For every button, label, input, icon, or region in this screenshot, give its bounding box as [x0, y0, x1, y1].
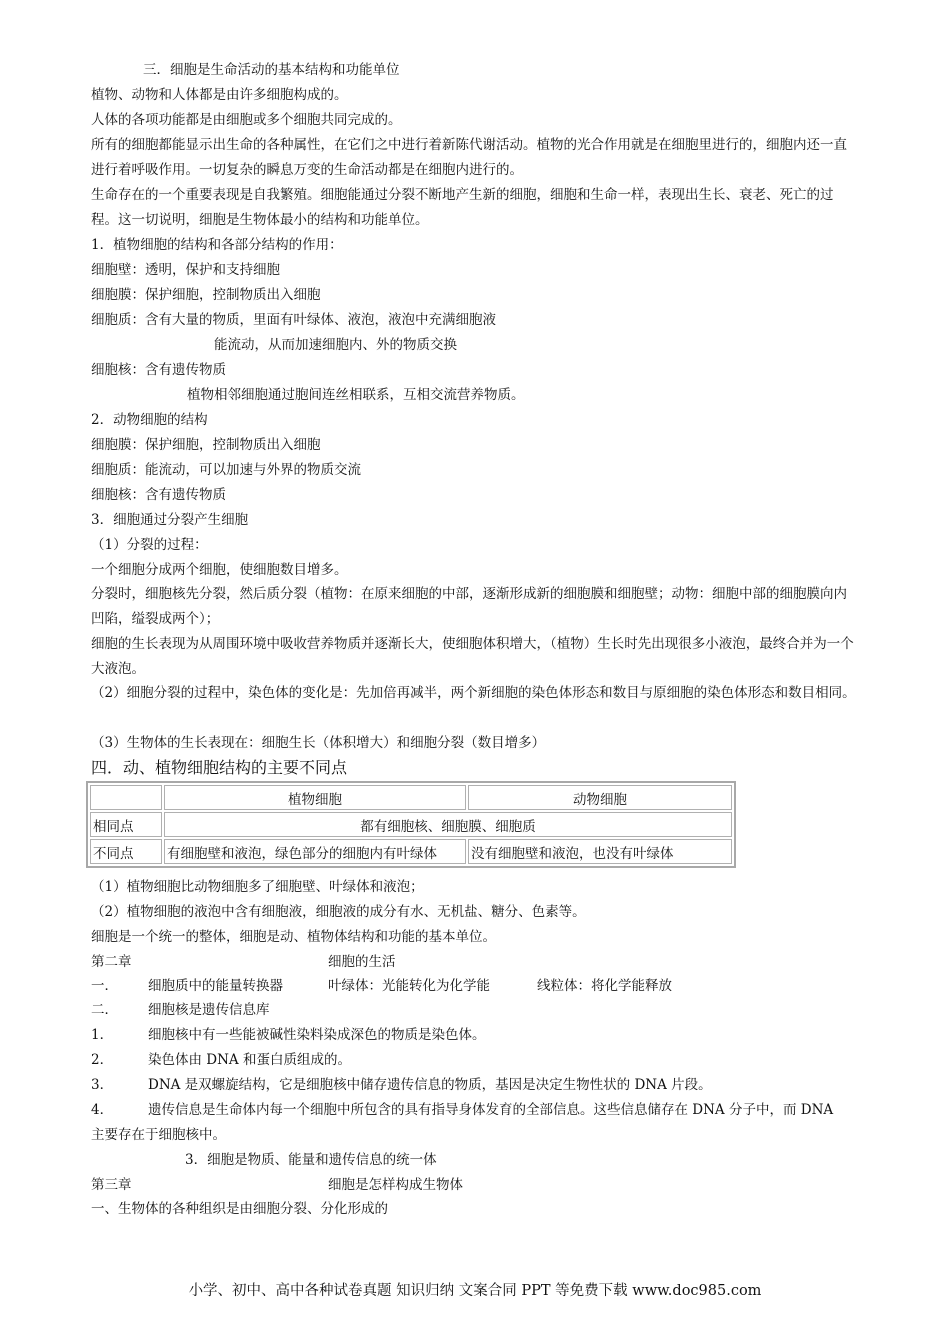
list-item: 细胞核中有一些能被碱性染料染成深色的物质是染色体。	[148, 1027, 486, 1043]
chapter-2-title: 细胞的生活	[328, 954, 396, 970]
list-item: 遗传信息是生命体内每一个细胞中所包含的具有指导身体发育的全部信息。这些信息储存在 DNA 分子中，而 DNA	[148, 1102, 834, 1118]
animal-cytoplasm: 细胞质：能流动，可以加速与外界的物质交流	[91, 462, 361, 478]
division-item-2: （2）细胞分裂的过程中，染色体的变化是：先加倍再减半，两个新细胞的染色体形态和数目与原细胞的染色体形态和数目相同。	[91, 685, 856, 701]
list-item: 一、生物体的各种组织是由细胞分裂、分化形成的	[91, 1201, 388, 1217]
section-4-title: 四．动、植物细胞结构的主要不同点	[91, 758, 348, 777]
chapter-3-label: 第三章	[91, 1177, 132, 1193]
chapter-3-title: 细胞是怎样构成生物体	[328, 1177, 463, 1193]
chloroplast-note: 叶绿体：光能转化为化学能	[328, 978, 490, 994]
animal-nucleus: 细胞核：含有遗传物质	[91, 487, 226, 503]
table-cell: 没有细胞壁和液泡，也没有叶绿体	[468, 839, 732, 864]
animal-cell-membrane: 细胞膜：保护细胞，控制物质出入细胞	[91, 437, 321, 453]
list-item: 细胞核是遗传信息库	[148, 1002, 270, 1018]
plant-cell-membrane: 细胞膜：保护细胞，控制物质出入细胞	[91, 287, 321, 303]
list-item-cont: 主要存在于细胞核中。	[91, 1127, 226, 1143]
division-heading: 3．细胞通过分裂产生细胞	[91, 512, 249, 528]
division-item-1: （1）分裂的过程：	[91, 537, 208, 553]
plant-cell-heading: 1．植物细胞的结构和各部分结构的作用：	[91, 237, 343, 253]
list-item: DNA 是双螺旋结构，它是细胞核中储存遗传信息的物质，基因是决定生物性状的 DNA 片段。	[148, 1077, 712, 1093]
paragraph: 人体的各项功能都是由细胞或多个细胞共同完成的。	[91, 112, 402, 128]
paragraph: 分裂时，细胞核先分裂，然后质分裂（植物：在原来细胞的中部，逐渐形成新的细胞膜和细胞壁；动物：细胞中部的细胞膜向内凹陷，缢裂成两个）；	[91, 586, 847, 627]
list-item: 细胞质中的能量转换器	[148, 978, 283, 994]
plant-cytoplasm-cont: 能流动，从而加速细胞内、外的物质交换	[214, 337, 457, 353]
plant-note: 植物相邻细胞通过胞间连丝相联系，互相交流营养物质。	[187, 387, 525, 403]
table-row	[90, 785, 732, 810]
paragraph: 细胞的生长表现为从周围环境中吸收营养物质并逐渐长大，使细胞体积增大，（植物）生长时先出现很多小液泡，最终合并为一个大液泡。	[91, 636, 854, 677]
table-header-plant: 植物细胞	[164, 785, 466, 810]
list-number: 3．	[91, 1077, 114, 1093]
list-number: 1．	[91, 1027, 114, 1043]
animal-cell-heading: 2．动物细胞的结构	[91, 412, 208, 428]
plant-cytoplasm: 细胞质：含有大量的物质，里面有叶绿体、液泡，液泡中充满细胞液	[91, 312, 496, 328]
paragraph: 细胞是一个统一的整体，细胞是动、植物体结构和功能的基本单位。	[91, 929, 496, 945]
paragraph: 生命存在的一个重要表现是自我繁殖。细胞能通过分裂不断地产生新的细胞，细胞和生命一样，表现出生长、衰老、死亡的过程。这一切说明，细胞是生物体最小的结构和功能单位。	[91, 187, 834, 228]
list-number: 4．	[91, 1102, 114, 1118]
table-cell: 都有细胞核、细胞膜、细胞质	[164, 812, 732, 837]
paragraph: 一个细胞分成两个细胞，使细胞数目增多。	[91, 562, 348, 578]
paragraph: 所有的细胞都能显示出生命的各种属性，在它们之中进行着新陈代谢活动。植物的光合作用就是在细胞里进行的，细胞内还一直进行着呼吸作用。一切复杂的瞬息万变的生命活动都是在细胞内进行的。	[91, 137, 847, 178]
point-3: 3．细胞是物质、能量和遗传信息的统一体	[185, 1152, 437, 1168]
note: （1）植物细胞比动物细胞多了细胞壁、叶绿体和液泡；	[91, 879, 424, 895]
list-number: 一．	[91, 978, 118, 994]
list-item: 染色体由 DNA 和蛋白质组成的。	[148, 1052, 351, 1068]
comparison-table	[86, 781, 736, 868]
table-row	[90, 839, 732, 864]
plant-nucleus: 细胞核：含有遗传物质	[91, 362, 226, 378]
section-3-title: 三．细胞是生命活动的基本结构和功能单位	[143, 62, 400, 78]
paragraph: 植物、动物和人体都是由许多细胞构成的。	[91, 87, 348, 103]
chapter-2-label: 第二章	[91, 954, 132, 970]
plant-cell-wall: 细胞壁：透明，保护和支持细胞	[91, 262, 280, 278]
list-number: 二．	[91, 1002, 118, 1018]
table-cell: 有细胞壁和液泡，绿色部分的细胞内有叶绿体	[164, 839, 466, 864]
table-row-label: 不同点	[90, 839, 162, 864]
mitochondria-note: 线粒体：将化学能释放	[537, 978, 672, 994]
table-cell-empty	[90, 785, 162, 810]
table-row-label: 相同点	[90, 812, 162, 837]
table-row	[90, 812, 732, 837]
list-number: 2．	[91, 1052, 114, 1068]
table-header-animal: 动物细胞	[468, 785, 732, 810]
division-item-3: （3）生物体的生长表现在：细胞生长（体积增大）和细胞分裂（数目增多）	[91, 735, 546, 751]
note: （2）植物细胞的液泡中含有细胞液，细胞液的成分有水、无机盐、糖分、色素等。	[91, 904, 586, 920]
footer-banner: 小学、初中、高中各种试卷真题 知识归纳 文案合同 PPT 等免费下载 www.doc985.com	[188, 1283, 762, 1299]
